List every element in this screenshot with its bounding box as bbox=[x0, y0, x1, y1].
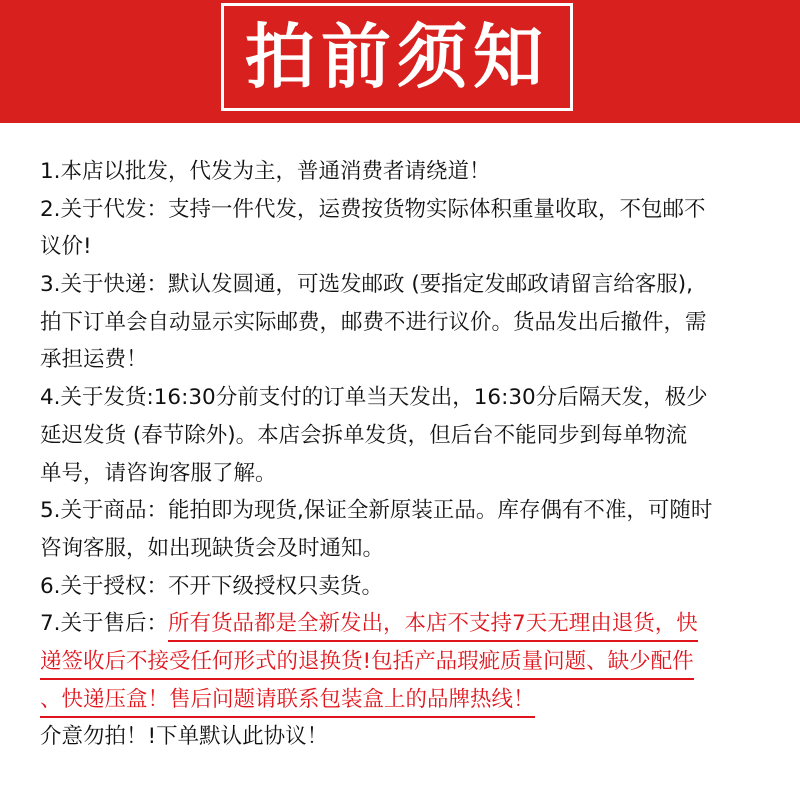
notice-line bbox=[40, 718, 770, 756]
notice-line bbox=[40, 228, 770, 266]
notice-text: 拍下订单会自动显示实际邮费，邮费不进行议价。货品发出后撤件，需 bbox=[40, 309, 707, 335]
notice-text: 2.关于代发：支持一件代发，运费按货物实际体积重量收取，不包邮不 bbox=[40, 196, 706, 222]
notice-text: 7.关于售后： bbox=[40, 611, 169, 637]
title-frame bbox=[221, 3, 573, 111]
notice-line bbox=[40, 455, 770, 493]
notice-line bbox=[40, 530, 770, 568]
notice-body bbox=[40, 153, 770, 756]
notice-line bbox=[40, 568, 770, 606]
notice-line bbox=[40, 266, 770, 304]
notice-text: 议价! bbox=[40, 234, 92, 260]
notice-text: 承担运费！ bbox=[40, 347, 148, 373]
notice-line bbox=[40, 417, 770, 455]
notice-line bbox=[40, 304, 770, 342]
notice-line bbox=[40, 191, 770, 229]
notice-text: 延迟发货 (春节除外)。本店会拆单发货，但后台不能同步到每单物流 bbox=[40, 422, 688, 448]
notice-line bbox=[40, 681, 770, 719]
notice-text: 5.关于商品：能拍即为现货,保证全新原装正品。库存偶有不准，可随时 bbox=[40, 498, 713, 524]
notice-line bbox=[40, 605, 770, 643]
notice-text: 单号，请咨询客服了解。 bbox=[40, 460, 277, 486]
notice-text: 1.本店以批发，代发为主，普通消费者请绕道！ bbox=[40, 159, 491, 184]
notice-line bbox=[40, 341, 770, 379]
header-band bbox=[0, 0, 800, 123]
notice-line bbox=[40, 153, 770, 191]
notice-text: 3.关于快递：默认发圆通，可选发邮政 (要指定发邮政请留言给客服), bbox=[40, 272, 693, 298]
notice-line bbox=[40, 492, 770, 530]
notice-text: 4.关于发货:16:30分前支付的订单当天发出，16:30分后隔天发，极少 bbox=[40, 385, 708, 411]
notice-line bbox=[40, 643, 770, 681]
notice-line bbox=[40, 379, 770, 417]
notice-text: 介意勿拍！!下单默认此协议！ bbox=[40, 724, 329, 750]
notice-text: 6.关于授权：不开下级授权只卖货。 bbox=[40, 573, 384, 599]
after-sales-highlight: 所有货品都是全新发出，本店不支持7天无理由退货，快 bbox=[168, 611, 698, 642]
after-sales-highlight: 递签收后不接受任何形式的退换货!包括产品瑕疵质量问题、缺少配件 bbox=[40, 649, 694, 680]
after-sales-highlight: 、快递压盒！售后问题请联系包装盒上的品牌热线！ bbox=[40, 687, 535, 718]
notice-text: 咨询客服，如出现缺货会及时通知。 bbox=[40, 535, 385, 561]
page-title: 拍前须知 bbox=[245, 16, 549, 98]
